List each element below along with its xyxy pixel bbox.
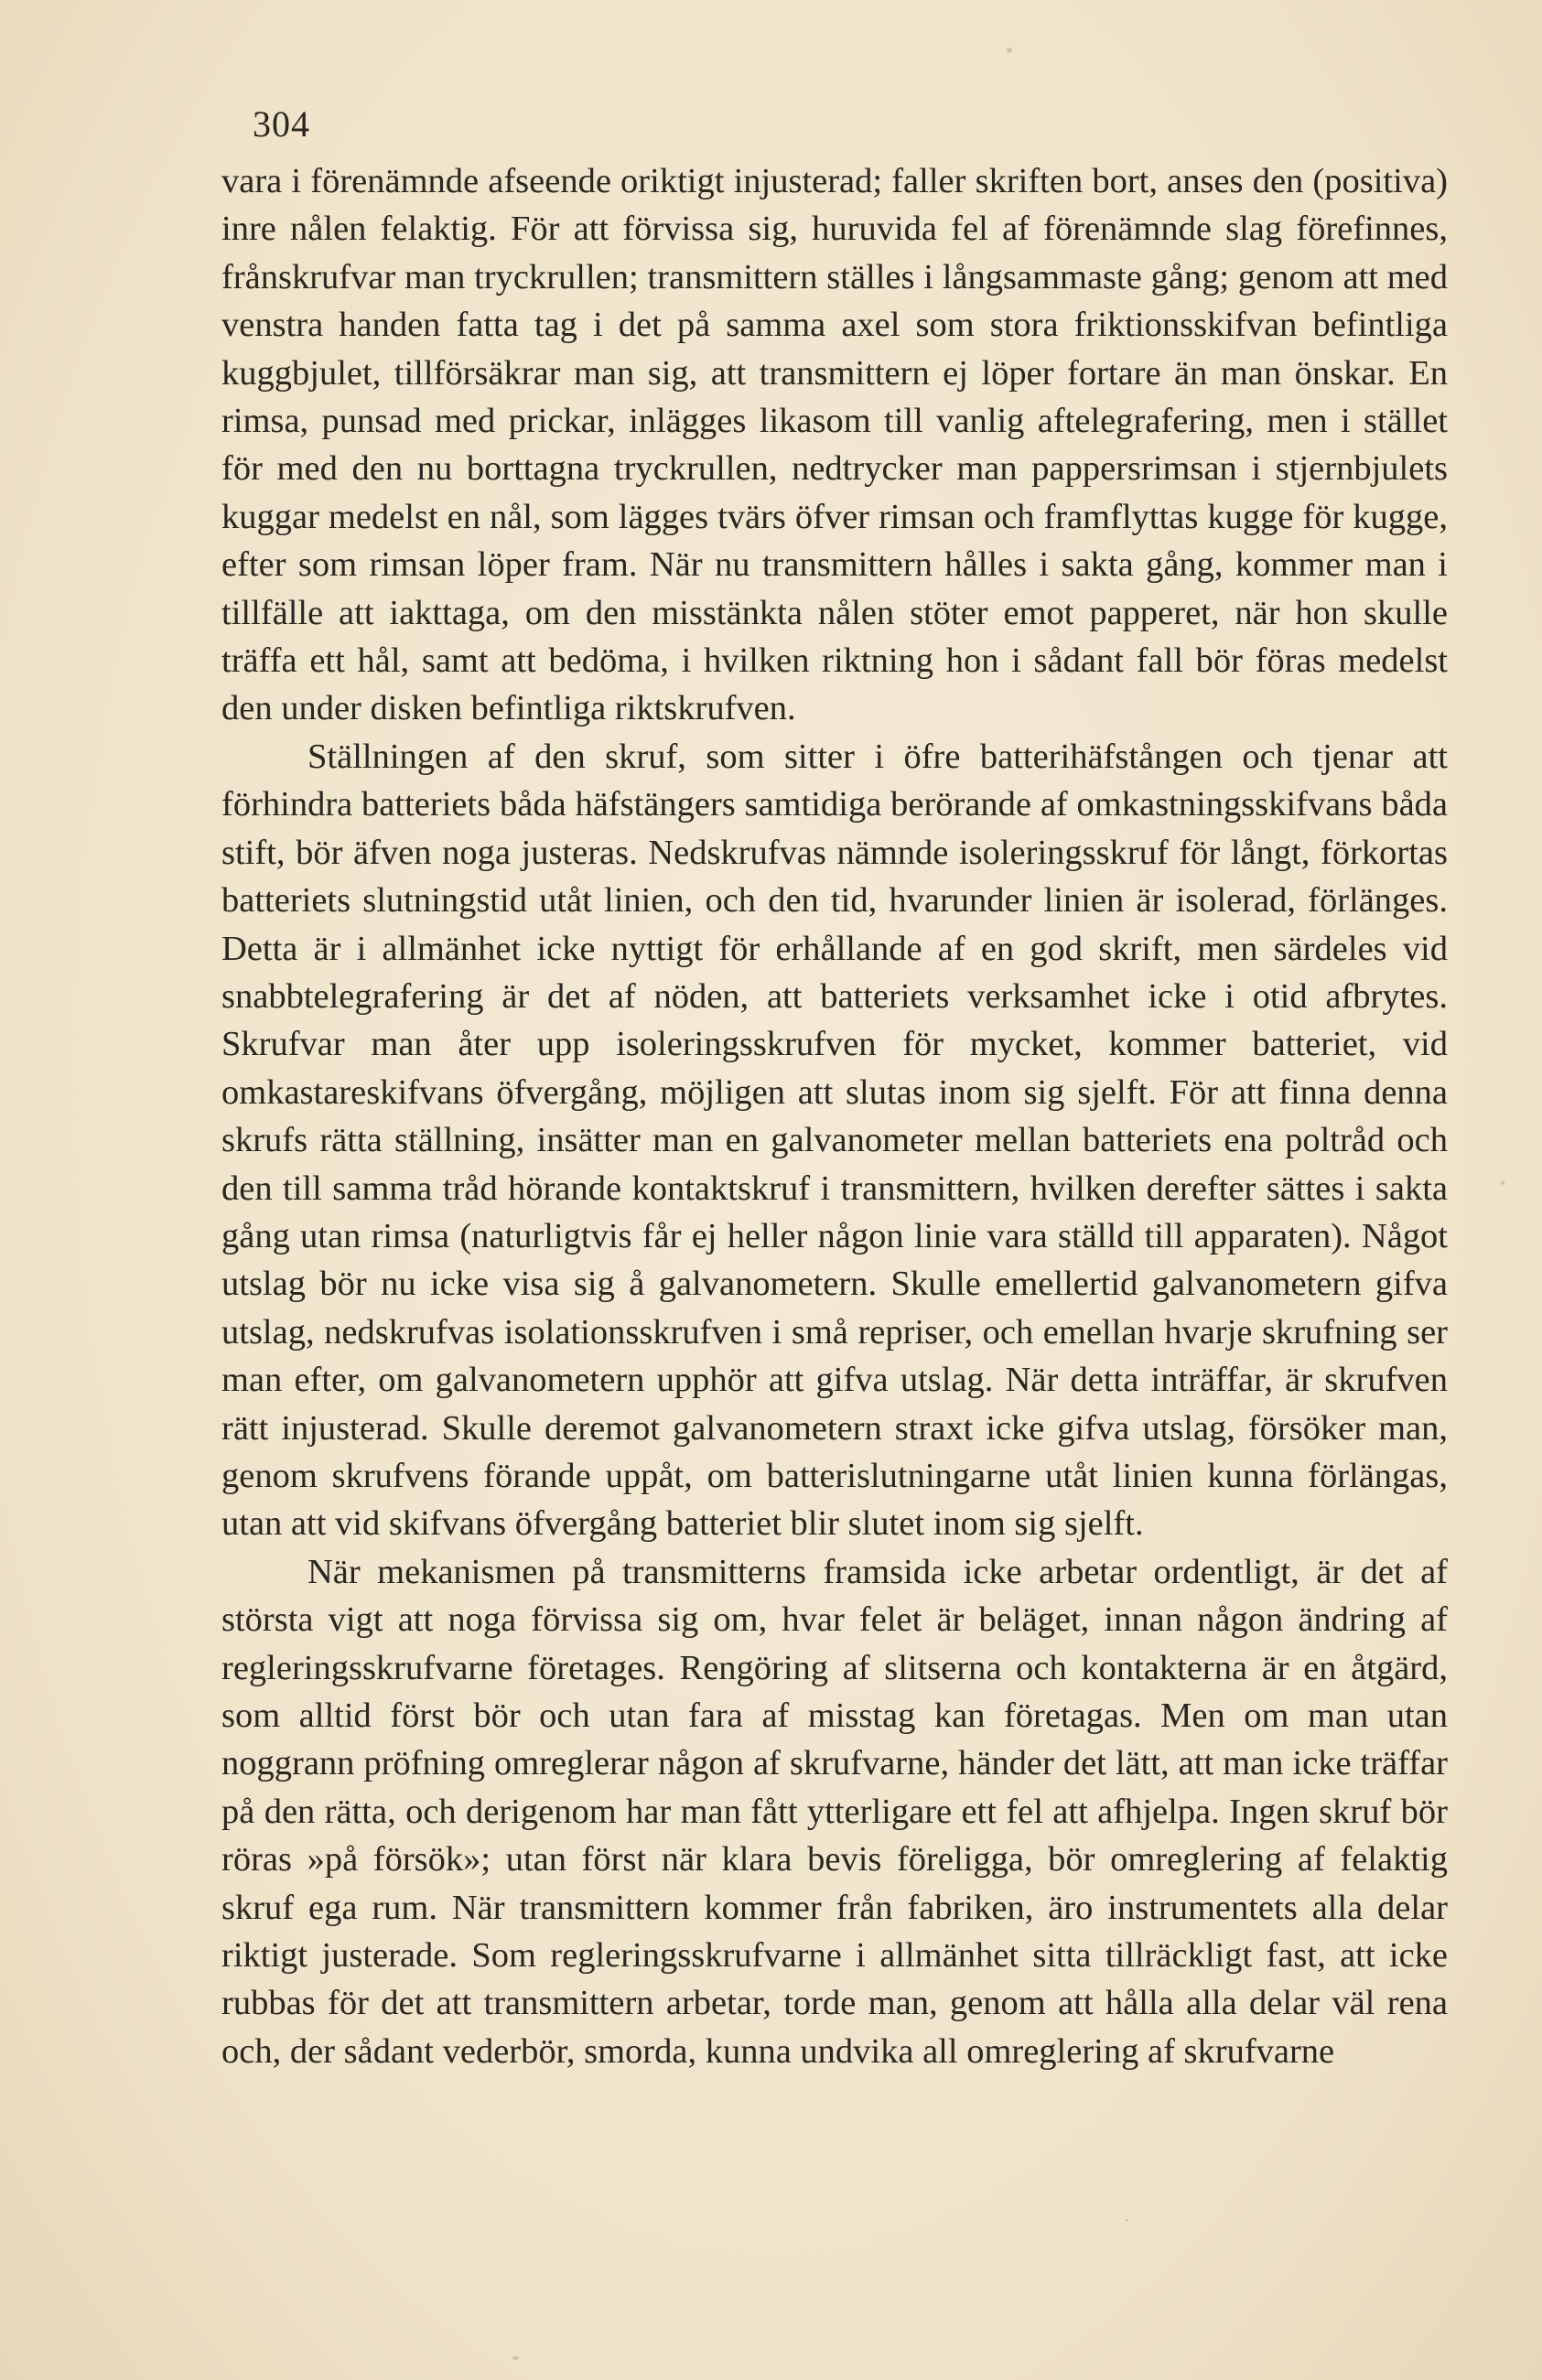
paragraph-3: När mekanismen på transmitterns framsida icke arbetar ordentligt, är det af största vigt att noga förvissa sig om, hvar felet är beläget, innan någon ändring af regleringsskrufvarne företages. Rengöring af slitserna och kontakterna är en åtgärd, som alltid först bör och utan fara af misstag kan företagas. Men om man utan noggrann pröfning omreglerar någon af skrufvarne, händer det lätt, att man icke träffar på den rätta, och derigenom har man fått ytterligare ett fel att afhjelpa. Ingen skruf bör röras »på försök»; utan först när klara bevis föreligga, bör omreglering af felaktig skruf ega rum. När transmittern kommer från fabriken, äro instrumentets alla delar riktigt justerade. Som regleringsskrufvarne i allmänhet sitta tillräckligt fast, att icke rubbas för det att transmittern arbetar, torde man, genom att hålla alla delar väl rena och, der sådant vederbör, smorda, kunna undvika all omreglering af skrufvarne: [221, 1552, 1448, 2071]
page-number: 304: [253, 103, 310, 145]
paper-speck: [512, 2356, 519, 2360]
paper-speck: [1126, 2219, 1128, 2222]
paper-speck: [1007, 48, 1012, 53]
body-text: [221, 157, 1448, 2075]
paragraph-1: vara i förenämnde afseende oriktigt injusterad; faller skriften bort, anses den (positiva) inre nålen felaktig. För att förvissa sig, huruvida fel af förenämnde slag förefinnes, frånskrufvar man tryckrullen; transmittern ställes i långsammaste gång; genom att med venstra handen fatta tag i det på samma axel som stora friktionsskifvan befintliga kuggbjulet, tillförsäkrar man sig, att transmittern ej löper fortare än man önskar. En rimsa, punsad med prickar, inlägges likasom till vanlig aftelegrafering, men i stället för med den nu borttagna tryckrullen, nedtrycker man pappersrimsan i stjernbjulets kuggar medelst en nål, som lägges tvärs öfver rimsan och framflyttas kugge för kugge, efter som rimsan löper fram. När nu transmittern hålles i sakta gång, kommer man i tillfälle att iakttaga, om den misstänkta nålen stöter emot papperet, när hon skulle träffa ett hål, samt att bedöma, i hvilken riktning hon i sådant fall bör föras medelst den under disken befintliga riktskrufven.: [221, 162, 1448, 728]
paper-speck: [1501, 1180, 1504, 1185]
paragraph-2: Ställningen af den skruf, som sitter i öfre batterihäfstången och tjenar att förhindra batteriets båda häfstängers samtidiga berörande af omkastningsskifvans båda stift, bör äfven noga justeras. Nedskrufvas nämnde isoleringsskruf för långt, förkortas batteriets slutningstid utåt linien, och den tid, hvarunder linien är isolerad, förlänges. Detta är i allmänhet icke nyttigt för erhållande af en god skrift, men särdeles vid snabbtelegrafering är det af nöden, att batteriets verksamhet icke i otid afbrytes. Skrufvar man åter upp isoleringsskrufven för mycket, kommer batteriet, vid omkastareskifvans öfvergång, möjligen att slutas inom sig sjelft. För att finna denna skrufs rätta ställning, insätter man en galvanometer mellan batteriets ena poltråd och den till samma tråd hörande kontaktskruf i transmittern, hvilken derefter sättes i sakta gång utan rimsa (naturligtvis får ej heller någon linie vara ställd till apparaten). Något utslag bör nu icke visa sig å galvanometern. Skulle emellertid galvanometern gifva utslag, nedskrufvas isolationsskrufven i små repriser, och emellan hvarje skrufning ser man efter, om galvanometern upphör att gifva utslag. När detta inträffar, är skrufven rätt injusterad. Skulle deremot galvanometern straxt icke gifva utslag, försöker man, genom skrufvens förande uppåt, om batterislutningarne utåt linien kunna förlängas, utan att vid skifvans öfvergång batteriet blir slutet inom sig sjelft.: [221, 737, 1448, 1544]
